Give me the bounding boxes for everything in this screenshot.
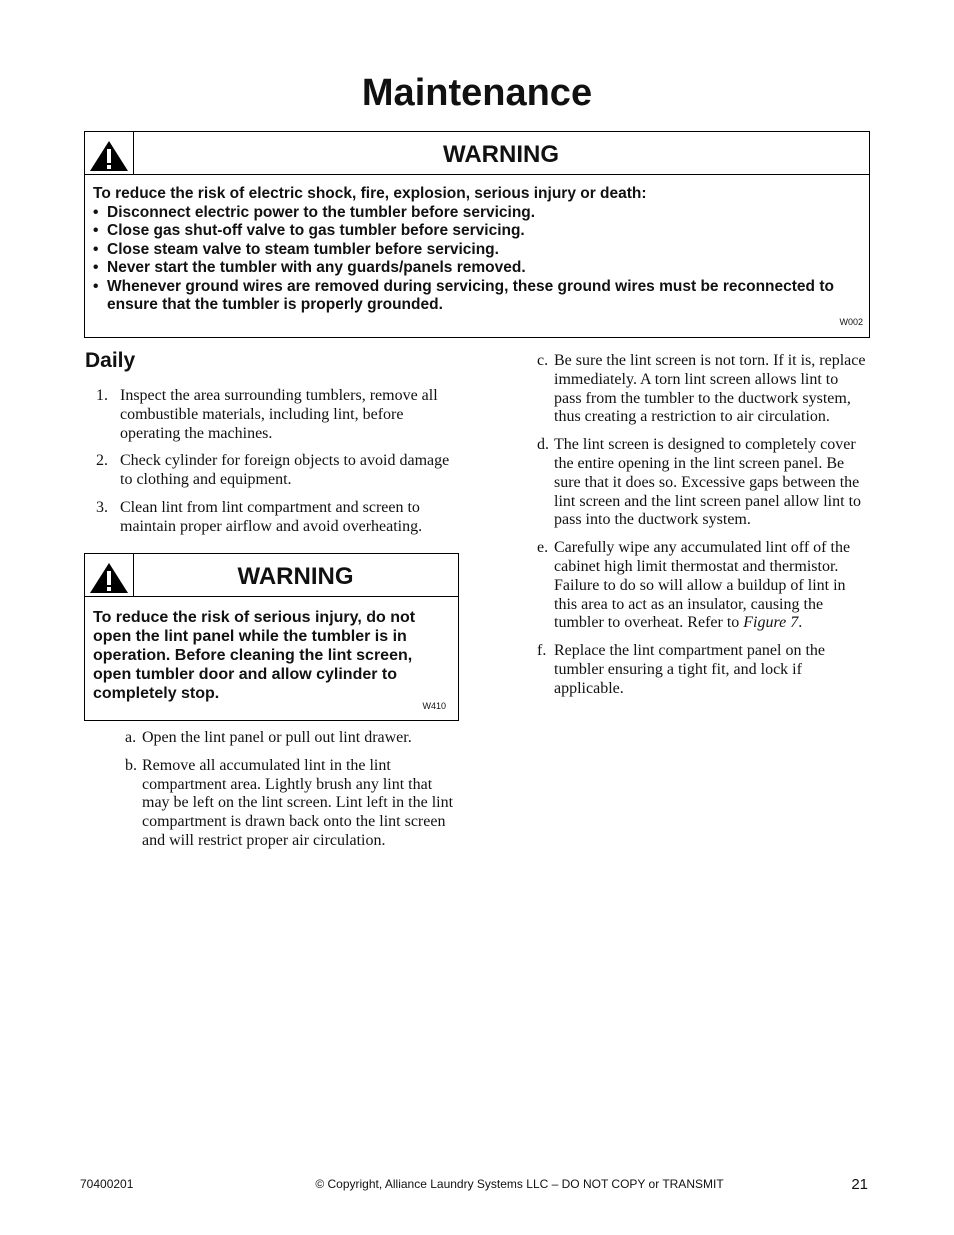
list-marker: 1. — [96, 387, 108, 404]
warning-label: WARNING — [443, 141, 559, 168]
page-title: Maintenance — [361, 72, 593, 114]
lint-steps-left — [125, 729, 460, 860]
section-heading-daily: Daily — [85, 349, 136, 372]
list-marker: f. — [537, 642, 547, 660]
list-text: . — [798, 614, 803, 632]
list-text: The lint screen is designed to completely cover the entire opening in the lint screen panel. Be sure that it does so. Excessive gaps between the lint screen and the lint screen panel allow lint to pass into the ductwork system. — [554, 436, 862, 529]
list-text: Carefully wipe any accumulated lint off of the cabinet high limit thermostat and thermistor. Failure to do so will allow a buildup of lint in this area to act as an insulator, causing the tumbler to overheat. Refer to — [554, 539, 851, 632]
list-item — [537, 436, 869, 530]
warning-box-lint-panel — [84, 553, 459, 721]
list-marker: d. — [537, 436, 549, 454]
list-marker: a. — [125, 729, 137, 746]
list-marker: c. — [537, 352, 549, 369]
list-item — [537, 352, 869, 427]
list-text: Inspect the area surrounding tumblers, remove all combustible materials, including lint, before operating the machines. — [120, 387, 438, 442]
list-text: Remove all accumulated lint in the lint compartment area. Lightly brush any lint that may be left on the lint screen. Lint left in the lint compartment is drawn back onto the lint screen and will restrict proper air circulation. — [142, 756, 454, 849]
warning-bullet: • Never start the tumbler with any guards/panels removed. — [93, 259, 861, 278]
warning-intro: To reduce the risk of electric shock, fire, explosion, serious injury or death: — [93, 185, 647, 202]
list-text: Be sure the lint screen is not torn. If it is, replace immediately. A torn lint screen allows lint to pass from the tumbler to the ductwork system, thus creating a restriction to air circulation. — [554, 352, 866, 426]
footer-page-number: 21 — [851, 1176, 868, 1193]
list-text: Open the lint panel or pull out lint drawer. — [142, 729, 412, 746]
warning-triangle-icon — [89, 562, 129, 594]
warning-bullets — [93, 204, 861, 315]
footer-doc-number: 70400201 — [80, 1177, 134, 1191]
warning-bullet: • Close steam valve to steam tumbler before servicing. — [93, 241, 861, 260]
figure-reference: Figure 7 — [743, 614, 799, 632]
warning-triangle-icon — [89, 140, 129, 172]
lint-steps-right — [537, 352, 869, 708]
list-marker: 2. — [96, 452, 108, 470]
list-item — [537, 642, 869, 698]
list-item — [125, 729, 460, 748]
list-text: Replace the lint compartment panel on the tumbler ensuring a tight fit, and lock if applicable. — [554, 642, 826, 697]
warning-header — [85, 554, 458, 597]
warning-code: W410 — [422, 701, 446, 711]
list-text: Check cylinder for foreign objects to avoid damage to clothing and equipment. — [120, 452, 450, 489]
warning-label: WARNING — [237, 563, 354, 590]
list-marker: e. — [537, 539, 549, 557]
list-item — [96, 387, 461, 443]
warning-text: To reduce the risk of serious injury, do not open the lint panel while the tumbler is in operation. Before cleaning the lint screen, open tumbler door and allow cylinder to completely stop. — [93, 609, 416, 702]
list-item — [96, 452, 461, 490]
list-item — [96, 499, 461, 537]
daily-list — [96, 387, 461, 546]
warning-bullet: • Disconnect electric power to the tumbler before servicing. — [93, 204, 861, 223]
list-marker: b. — [125, 756, 137, 774]
list-marker: 3. — [96, 498, 108, 516]
list-text: Clean lint from lint compartment and screen to maintain proper airflow and avoid overheating. — [120, 498, 423, 535]
warning-header — [85, 132, 869, 175]
warning-bullet: • Whenever ground wires are removed during servicing, these ground wires must be reconnected to ensure that the tumbler is properly grounded. — [93, 278, 861, 315]
list-item — [537, 539, 869, 633]
warning-code: W002 — [839, 317, 863, 327]
list-item — [125, 757, 460, 851]
warning-bullet: • Close gas shut-off valve to gas tumbler before servicing. — [93, 222, 861, 241]
warning-box-electrical — [84, 131, 870, 338]
warning-text — [93, 185, 861, 315]
footer-copyright: © Copyright, Alliance Laundry Systems LLC – DO NOT COPY or TRANSMIT — [315, 1177, 724, 1191]
